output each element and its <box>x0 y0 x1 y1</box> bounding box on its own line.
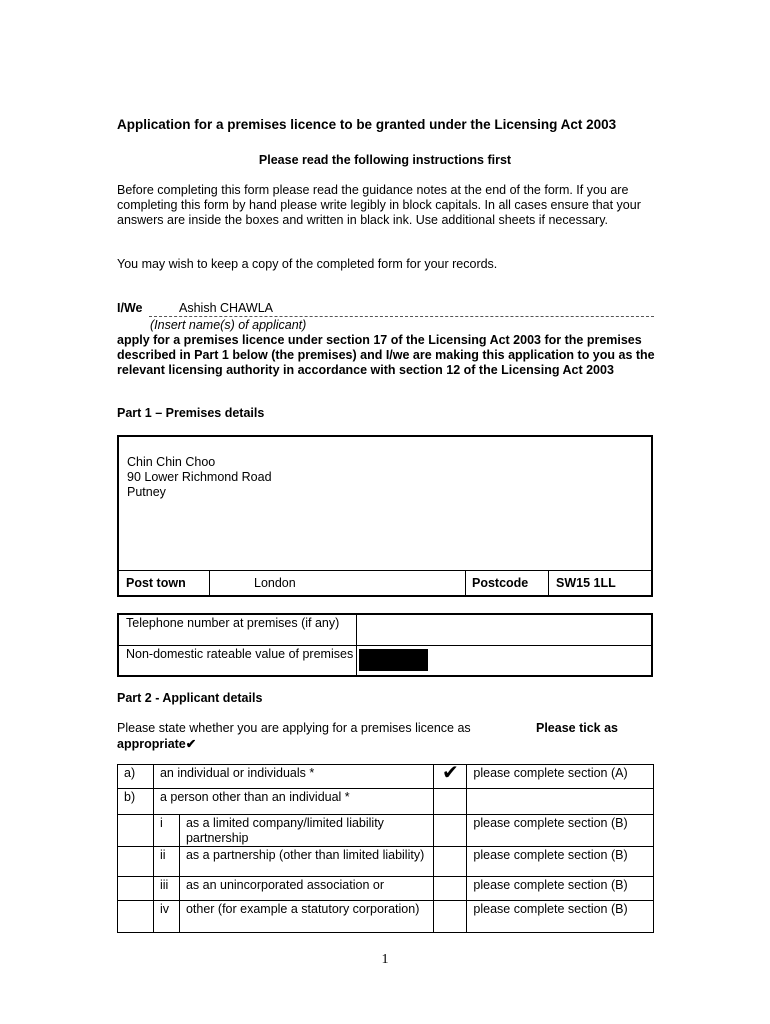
row-note: please complete section (B) <box>467 877 654 901</box>
page-number: 1 <box>381 952 389 967</box>
sub-text: as an unincorporated association or <box>179 877 433 901</box>
postcode-field[interactable]: SW15 1LL <box>556 576 616 590</box>
telephone-field[interactable] <box>356 615 651 645</box>
sub-text: other (for example a statutory corporation) <box>179 901 433 933</box>
sub-number: ii <box>153 847 179 877</box>
row-note <box>467 789 654 815</box>
table-row <box>118 847 654 877</box>
divider <box>465 571 466 595</box>
checkbox-cell[interactable] <box>434 789 467 815</box>
instructions-paragraph: Before completing this form please read the guidance notes at the end of the form. If you are completing this form by hand please write legibly in block capitals. In all cases ensure that your answers are inside the boxes and written in black ink. Use additional sheets if necessary. <box>117 183 641 227</box>
checkbox-cell[interactable] <box>434 847 467 877</box>
applicant-label: I/We <box>117 301 143 315</box>
address-line: Putney <box>127 485 166 499</box>
premises-contact-table <box>117 613 653 677</box>
postcode-label: Postcode <box>472 576 529 590</box>
row-note: please complete section (A) <box>467 765 654 789</box>
tick-instruction: Please tick as <box>536 721 619 735</box>
applicant-type-question: Please state whether you are applying for a premises licence as <box>117 721 471 735</box>
premises-address-box[interactable] <box>117 435 653 597</box>
telephone-label: Telephone number at premises (if any) <box>126 616 340 630</box>
instructions-heading: Please read the following instructions first <box>258 153 512 167</box>
post-town-label: Post town <box>126 576 186 590</box>
divider <box>548 571 549 595</box>
table-row <box>118 765 654 789</box>
checkbox-cell[interactable] <box>434 762 467 789</box>
table-row <box>118 877 654 901</box>
rateable-value-row <box>119 646 651 677</box>
address-line: Chin Chin Choo <box>127 455 216 469</box>
applicant-type-table <box>117 764 654 933</box>
post-town-field[interactable]: London <box>254 576 296 590</box>
part1-heading: Part 1 – Premises details <box>117 406 265 420</box>
address-line: 90 Lower Richmond Road <box>127 470 272 484</box>
applicant-name-underline <box>149 316 654 317</box>
checkbox-cell[interactable] <box>434 901 467 933</box>
row-note: please complete section (B) <box>467 847 654 877</box>
spacer-cell <box>118 877 154 901</box>
premises-address <box>127 455 272 500</box>
spacer-cell <box>118 901 154 933</box>
spacer-cell <box>118 815 154 847</box>
application-statement: apply for a premises licence under section 17 of the Licensing Act 2003 for the premises described in Part 1 below (the premises) and I/we are making this application to you as the relevant licensing authority in accordance with section 12 of the Licensing Act 2003 <box>117 333 655 377</box>
checkbox-cell[interactable] <box>434 877 467 901</box>
row-text: a person other than an individual * <box>153 789 433 815</box>
row-note: please complete section (B) <box>467 815 654 847</box>
sub-text: as a partnership (other than limited liability) <box>179 847 433 877</box>
post-town-row <box>119 570 651 595</box>
row-letter: b) <box>118 789 154 815</box>
checkbox-cell[interactable] <box>434 815 467 847</box>
sub-number: iv <box>153 901 179 933</box>
redacted-value <box>359 649 428 671</box>
part2-heading: Part 2 - Applicant details <box>117 691 263 705</box>
table-row <box>118 901 654 933</box>
checkmark-icon: ✔ <box>442 762 459 784</box>
sub-number: iii <box>153 877 179 901</box>
row-note: please complete section (B) <box>467 901 654 933</box>
applicant-name-field[interactable]: Ashish CHAWLA <box>179 301 274 315</box>
sub-number: i <box>153 815 179 847</box>
table-row <box>118 789 654 815</box>
row-text: an individual or individuals * <box>153 765 433 789</box>
spacer-cell <box>118 847 154 877</box>
form-title: Application for a premises licence to be granted under the Licensing Act 2003 <box>117 117 617 132</box>
table-row <box>118 815 654 847</box>
sub-text: as a limited company/limited liability partnership <box>179 815 433 847</box>
records-note: You may wish to keep a copy of the completed form for your records. <box>117 257 498 271</box>
row-letter: a) <box>118 765 154 789</box>
rateable-value-label: Non-domestic rateable value of premises <box>126 647 354 661</box>
tick-instruction-cont: appropriate✔ <box>117 737 197 751</box>
applicant-name-hint: (Insert name(s) of applicant) <box>150 318 307 332</box>
divider <box>209 571 210 595</box>
